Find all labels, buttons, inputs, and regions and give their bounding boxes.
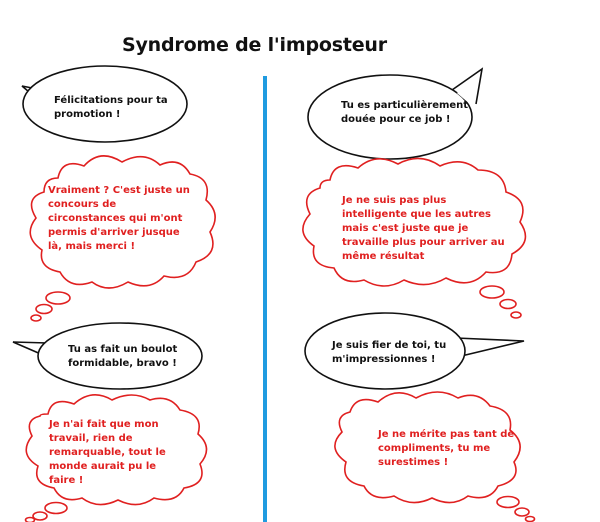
thought-text-2: Je ne suis pas plus intelligente que les autres mais c'est juste que je travaille plus pour arriver au même résultat (342, 195, 505, 262)
thought-text-4: Je ne mérite pas tant de compliments, tu me surestimes ! (378, 429, 515, 468)
speech-text-2: Tu es particulièrement douée pour ce job ! (341, 100, 469, 125)
speech-text-4: Je suis fier de toi, tu m'impressionnes ! (332, 340, 447, 365)
page-title: Syndrome de l'imposteur (122, 34, 387, 56)
speech-text-3: Tu as fait un boulot formidable, bravo ! (68, 344, 178, 369)
thought-text-1: Vraiment ? C'est juste un concours de circonstances qui m'ont permis d'arriver jusque là, mais merci ! (48, 185, 190, 252)
speech-text-1: Félicitations pour ta promotion ! (54, 95, 168, 120)
thought-text-3: Je n'ai fait que mon travail, rien de remarquable, tout le monde aurait pu le faire ! (49, 419, 166, 486)
